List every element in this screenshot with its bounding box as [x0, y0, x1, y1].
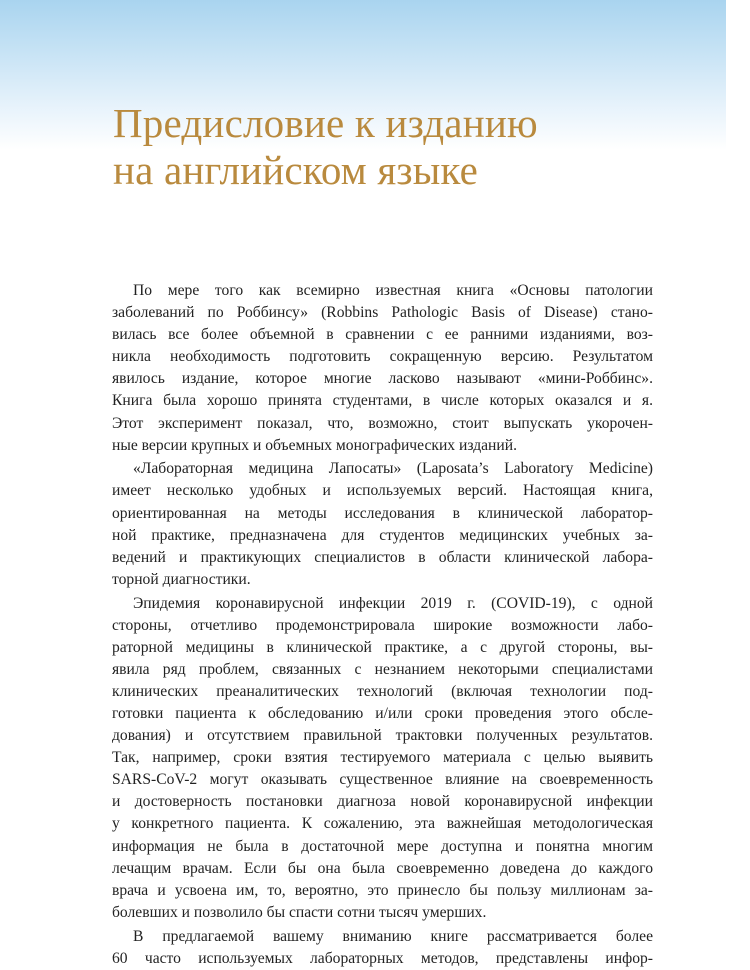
text-line: явилось издание, которое многие ласково называют «мини-Роббинс». — [112, 370, 653, 388]
text-line: Эпидемия коронавирусной инфекции 2019 г. (COVID-19), с одной — [133, 594, 653, 612]
text-line: «Лабораторная медицина Лапосаты» (Laposata’s Laboratory Medicine) — [133, 460, 653, 478]
paragraph — [112, 458, 653, 591]
text-line: ной практике, предназначена для студентов медицинских учебных за- — [112, 526, 653, 544]
text-line: ведений и практикующих специалистов в области клинической лабора- — [112, 548, 653, 566]
chapter-title-line: Предисловие к изданию — [113, 100, 538, 146]
text-line: Этот эксперимент показал, что, возможно, стоит выпускать укорочен- — [112, 414, 653, 432]
text-line: заболеваний по Роббинсу» (Robbins Pathologic Basis of Disease) стано- — [112, 304, 653, 322]
paragraph — [112, 926, 653, 970]
text-line: торной диагностики. — [112, 570, 251, 588]
text-line: В предлагаемой вашему вниманию книге рассматривается более — [133, 927, 653, 945]
text-line: стороны, отчетливо продемонстрировала широкие возможности лабо- — [112, 616, 653, 634]
text-line: и достоверность постановки диагноза новой коронавирусной инфекции — [112, 793, 653, 811]
text-line: вилась все более объемной в сравнении с ее ранними изданиями, воз- — [112, 326, 653, 344]
text-line: лечащим врачам. Если бы она была своевременно доведена до каждого — [112, 859, 653, 877]
text-line: раторной медицины в клинической практике, а с другой стороны, вы- — [112, 638, 653, 656]
text-line: явила ряд проблем, связанных с незнанием некоторыми специалистами — [112, 660, 653, 678]
text-line: По мере того как всемирно известная книга «Основы патологии — [133, 282, 653, 299]
text-line: ориентированная на методы исследования в клинической лаборатор- — [112, 504, 653, 522]
body-text — [112, 280, 653, 970]
text-line: ные версии крупных и объемных монографических изданий. — [112, 436, 517, 454]
text-line: Так, например, сроки взятия тестируемого материала с целью выявить — [112, 749, 653, 767]
chapter-title-line: на английском языке — [113, 147, 479, 193]
text-line: у конкретного пациента. К сожалению, эта важнейшая методологическая — [112, 815, 653, 833]
text-line: готовки пациента к обследованию и/или сроки проведения этого обсле- — [112, 704, 653, 722]
chapter-title — [113, 100, 673, 194]
paragraph — [112, 280, 653, 457]
text-line: имеет несколько удобных и используемых версий. Настоящая книга, — [112, 482, 653, 500]
text-line: Книга была хорошо принята студентами, в числе которых оказался и я. — [112, 392, 653, 410]
text-line: болевших и позволило бы спасти сотни тысяч умерших. — [112, 903, 487, 921]
text-line: информация не была в достаточной мере доступна и понятна многим — [112, 837, 653, 855]
text-line: клинических преаналитических технологий (включая технологии под- — [112, 682, 653, 700]
paragraph — [112, 593, 653, 924]
text-line: никла необходимость подготовить сокращенную версию. Результатом — [112, 348, 653, 366]
text-line: SARS-CoV-2 могут оказывать существенное влияние на своевременность — [112, 771, 653, 789]
text-line: 60 часто используемых лабораторных методов, представлены инфор- — [112, 949, 653, 967]
text-line: врача и усвоена им, то, вероятно, это принесло бы пользу миллионам за- — [112, 881, 653, 899]
text-line: дования) и отсутствием правильной трактовки полученных результатов. — [112, 727, 653, 745]
page-edge — [726, 0, 750, 948]
